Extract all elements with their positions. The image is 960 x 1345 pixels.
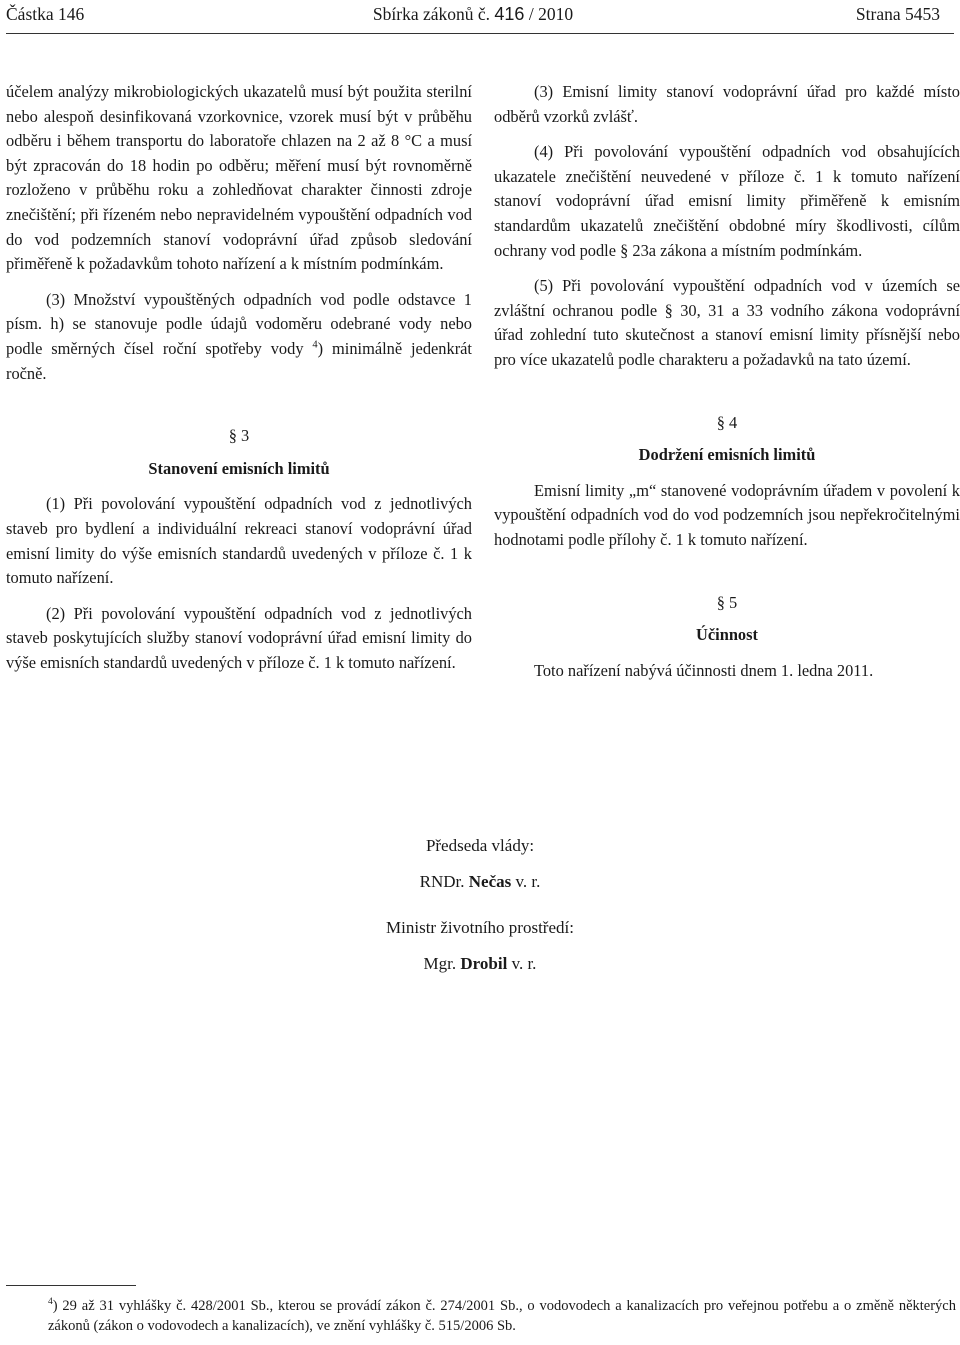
header-rule bbox=[6, 33, 954, 34]
section-3-paragraph-4: (4) Při povolování vypouštění odpadních vod obsahujících ukazatele znečištění neuvedené v příloze č. 1 k tomuto nařízení stanoví vodoprávní úřad emisní limity přiměřeně k emisním standardům ukazatelů znečištění obdobné míry škodlivosti, cílům ochrany vod podle § 23a zákona a místním podmínkám. bbox=[494, 142, 960, 260]
minister-suffix: v. r. bbox=[511, 954, 537, 973]
section-3-paragraph-2: (2) Při povolování vypouštění odpadních vod z jednotlivých staveb poskytujících služby stanoví vodoprávní úřad emisní limity do výše emisních standardů uvedených v příloze č. 1 k tomuto nařízení. bbox=[6, 603, 472, 672]
section-3-sign: § 3 bbox=[228, 426, 250, 446]
header-page: Strana 5453 bbox=[855, 4, 940, 24]
footnote-rule bbox=[6, 1285, 136, 1286]
section-3-title: Stanovení emisních limitů bbox=[148, 458, 330, 478]
section-3-paragraph-3: (3) Emisní limity stanoví vodoprávní úřad pro každé místo odběrů vzorků zvlášť. bbox=[494, 82, 960, 126]
section-4-paragraph: Emisní limity „m“ stanovené vodoprávním úřadem v povolení k vypouštění odpadních vod do vod podzemních jsou nepřekročitelnými hodnotami podle přílohy č. 1 k tomuto nařízení. bbox=[494, 480, 960, 549]
footnote-text: ) 29 až 31 vyhlášky č. 428/2001 Sb., kterou se provádí zákon č. 274/2001 Sb., o vodovodech a kanalizacích pro veřejnou potřebu a o změně některých zákonů (zákon o vodovodech a kanalizacích), ve znění vyhlášky č. 515/2006 Sb. bbox=[48, 1298, 956, 1334]
minister-label: Ministr životního prostředí: bbox=[386, 918, 574, 937]
header-collection bbox=[6, 4, 940, 25]
footnote-reference: 4 bbox=[312, 339, 318, 351]
signatures bbox=[0, 834, 960, 976]
header-collection-number: 416 bbox=[494, 4, 525, 24]
paragraph-3-volume bbox=[6, 288, 472, 386]
section-3-paragraph-5: (5) Při povolování vypouštění odpadních vod v územích se zvláštní ochranou podle § 30, 31 a 33 vodního zákona vodoprávní úřad zohlední tuto skutečnost a stanoví emisní limity přísnější nebo pro více ukazatelů podle charakteru a požadavků na tato území. bbox=[494, 276, 960, 369]
footnote bbox=[48, 1296, 956, 1336]
right-column bbox=[494, 80, 960, 683]
prime-minister-signature bbox=[0, 870, 960, 894]
minister-signature bbox=[0, 952, 960, 976]
pm-suffix: v. r. bbox=[515, 872, 541, 891]
footnote-mark: 4 bbox=[48, 1297, 53, 1308]
section-4-title: Dodržení emisních limitů bbox=[638, 445, 816, 465]
pm-title: RNDr. bbox=[419, 872, 465, 891]
paragraph-3-tail: ) minimálně jedenkrát ročně. bbox=[6, 338, 472, 383]
header-collection-prefix: Sbírka zákonů č. bbox=[372, 4, 491, 24]
section-4-sign: § 4 bbox=[716, 412, 738, 432]
prime-minister-label: Předseda vlády: bbox=[425, 836, 535, 855]
minister-name: Drobil bbox=[460, 954, 508, 973]
page-header bbox=[6, 4, 940, 28]
left-column bbox=[6, 80, 472, 675]
header-issue: Částka 146 bbox=[6, 4, 85, 24]
pm-name: Nečas bbox=[468, 872, 512, 891]
section-5-title: Účinnost bbox=[696, 625, 758, 645]
footnote-4 bbox=[48, 1296, 956, 1336]
paragraph-3-text: (3) Množství vypouštěných odpadních vod podle odstavce 1 písm. h) se stanovuje podle údajů vodoměru odebrané vody nebo podle směrných čísel roční spotřeby vody bbox=[6, 289, 472, 358]
section-3-paragraph-1: (1) Při povolování vypouštění odpadních vod z jednotlivých staveb pro bydlení a individuální rekreaci stanoví vodoprávní úřad emisní limity do výše emisních standardů uvedených v příloze č. 1 k tomuto nařízení. bbox=[6, 494, 472, 588]
section-5-paragraph: Toto nařízení nabývá účinnosti dnem 1. ledna 2011. bbox=[534, 660, 874, 680]
section-5-sign: § 5 bbox=[716, 592, 738, 612]
paragraph-continuation: účelem analýzy mikrobiologických ukazatelů musí být použita sterilní nebo alespoň desinfikovaná vzorkovnice, vzorek musí být v průběhu odběru i během transportu do laboratoře chlazen na 2 až 8 °C a musí být zpracován do 18 hodin po odběru; měření musí být rovnoměrně rozloženo v průběhu roku a zohledňovat charakter činnosti zdroje znečištění; při řízeném nebo nepravidelném vypouštění odpadních vod do vod podzemních stanoví vodoprávní úřad způsob sledování přiměřeně k požadavkům tohoto nařízení a k místním podmínkám. bbox=[6, 82, 472, 274]
header-collection-suffix: / 2010 bbox=[528, 4, 574, 24]
minister-title: Mgr. bbox=[423, 954, 457, 973]
